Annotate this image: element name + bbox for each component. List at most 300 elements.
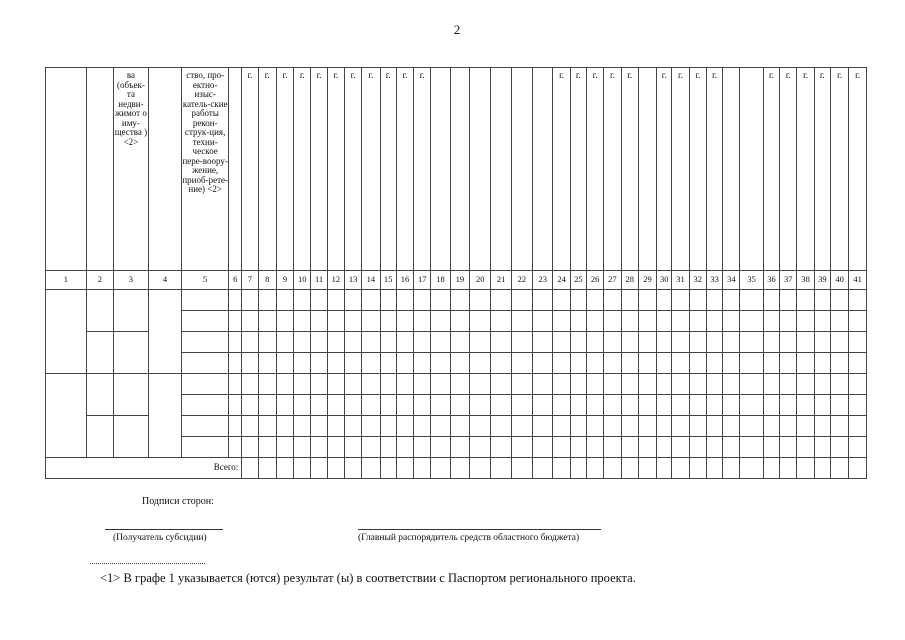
table-cell xyxy=(276,416,293,437)
table-cell xyxy=(511,416,532,437)
table-cell xyxy=(533,311,553,332)
table-cell xyxy=(657,332,672,353)
column-number: 29 xyxy=(638,271,656,290)
table-cell xyxy=(657,290,672,311)
column-number: 9 xyxy=(276,271,293,290)
table-cell xyxy=(814,416,830,437)
table-cell xyxy=(814,311,830,332)
table-cell xyxy=(450,437,469,458)
table-cell xyxy=(491,458,511,479)
table-cell xyxy=(797,416,814,437)
column-number: 8 xyxy=(258,271,276,290)
table-cell xyxy=(553,374,570,395)
table-cell xyxy=(380,290,396,311)
table-cell xyxy=(830,353,848,374)
table-cell xyxy=(362,311,380,332)
table-cell xyxy=(414,458,431,479)
page-number: 2 xyxy=(453,22,461,37)
table-cell xyxy=(797,353,814,374)
table-cell xyxy=(830,311,848,332)
header-year-mark: г. xyxy=(706,68,722,271)
table-cell xyxy=(311,437,327,458)
table-cell xyxy=(258,332,276,353)
table-cell xyxy=(470,290,491,311)
table-cell xyxy=(431,290,450,311)
table-cell xyxy=(723,332,740,353)
table-cell xyxy=(553,353,570,374)
manager-caption: (Главный распорядитель средств областного бюджета) xyxy=(358,533,580,543)
table-cell xyxy=(344,311,361,332)
table-cell xyxy=(511,353,532,374)
header-year-mark: г. xyxy=(780,68,797,271)
table-cell xyxy=(706,353,722,374)
table-cell xyxy=(849,332,867,353)
column-number: 35 xyxy=(740,271,763,290)
table-cell xyxy=(638,332,656,353)
table-cell xyxy=(689,353,706,374)
table-cell xyxy=(657,458,672,479)
table-cell xyxy=(586,416,603,437)
results-table xyxy=(45,67,867,479)
table-cell xyxy=(491,395,511,416)
table-cell xyxy=(849,458,867,479)
table-cell xyxy=(470,374,491,395)
table-cell xyxy=(148,374,182,458)
table-cell xyxy=(276,374,293,395)
table-cell xyxy=(380,332,396,353)
table-cell xyxy=(470,437,491,458)
table-cell xyxy=(586,311,603,332)
table-cell xyxy=(797,374,814,395)
table-cell xyxy=(229,332,242,353)
table-cell xyxy=(396,353,413,374)
table-cell xyxy=(638,416,656,437)
table-cell xyxy=(657,374,672,395)
manager-signature-line xyxy=(358,529,601,530)
table-cell xyxy=(229,437,242,458)
table-cell xyxy=(182,353,229,374)
table-cell xyxy=(276,290,293,311)
table-cell xyxy=(148,290,182,374)
header-year-mark: г. xyxy=(553,68,570,271)
table-cell xyxy=(638,437,656,458)
table-cell xyxy=(511,458,532,479)
table-cell xyxy=(344,458,361,479)
table-cell xyxy=(396,395,413,416)
header-year-mark: г. xyxy=(380,68,396,271)
column-number: 11 xyxy=(311,271,327,290)
table-cell xyxy=(258,353,276,374)
table-cell xyxy=(258,416,276,437)
table-cell xyxy=(327,311,344,332)
table-cell xyxy=(689,290,706,311)
table-cell xyxy=(344,290,361,311)
table-cell xyxy=(362,353,380,374)
table-cell xyxy=(431,416,450,437)
table-row xyxy=(46,290,867,311)
table-cell xyxy=(570,416,586,437)
table-cell xyxy=(86,332,113,374)
table-cell xyxy=(533,332,553,353)
table-cell xyxy=(258,458,276,479)
table-cell xyxy=(114,374,149,416)
column-number: 18 xyxy=(431,271,450,290)
total-label: Всего: xyxy=(46,458,242,479)
table-cell xyxy=(294,311,311,332)
table-cell xyxy=(604,290,621,311)
table-cell xyxy=(570,374,586,395)
header-year-mark: г. xyxy=(294,68,311,271)
table-cell xyxy=(327,332,344,353)
table-cell xyxy=(276,311,293,332)
column-number: 1 xyxy=(46,271,87,290)
table-cell xyxy=(553,332,570,353)
table-cell xyxy=(657,395,672,416)
table-cell xyxy=(380,437,396,458)
table-cell xyxy=(604,311,621,332)
header-year-mark: г. xyxy=(830,68,848,271)
column-number: 33 xyxy=(706,271,722,290)
column-number: 15 xyxy=(380,271,396,290)
table-cell xyxy=(740,332,763,353)
column-number: 5 xyxy=(182,271,229,290)
table-cell xyxy=(706,374,722,395)
table-cell xyxy=(511,311,532,332)
table-cell xyxy=(723,290,740,311)
table-cell xyxy=(740,311,763,332)
table-cell xyxy=(672,332,689,353)
header-cell-empty xyxy=(470,68,491,271)
table-cell xyxy=(830,395,848,416)
table-cell xyxy=(533,458,553,479)
table-cell xyxy=(621,290,638,311)
table-cell xyxy=(311,332,327,353)
column-number: 40 xyxy=(830,271,848,290)
table-cell xyxy=(362,374,380,395)
header-year-mark: г. xyxy=(689,68,706,271)
table-cell xyxy=(723,416,740,437)
table-cell xyxy=(689,458,706,479)
table-cell xyxy=(242,416,258,437)
table-cell xyxy=(229,395,242,416)
table-cell xyxy=(396,290,413,311)
table-cell xyxy=(763,395,779,416)
column-number: 10 xyxy=(294,271,311,290)
table-cell xyxy=(604,374,621,395)
header-cell-empty xyxy=(491,68,511,271)
table-cell xyxy=(450,416,469,437)
table-cell xyxy=(657,353,672,374)
table-cell xyxy=(706,395,722,416)
table-cell xyxy=(814,332,830,353)
column-number: 25 xyxy=(570,271,586,290)
table-cell xyxy=(672,353,689,374)
header-year-mark: г. xyxy=(621,68,638,271)
table-cell xyxy=(586,353,603,374)
table-cell xyxy=(723,374,740,395)
table-cell xyxy=(431,437,450,458)
table-cell xyxy=(276,395,293,416)
table-cell xyxy=(814,353,830,374)
table-cell xyxy=(327,290,344,311)
table-cell xyxy=(780,332,797,353)
table-cell xyxy=(491,311,511,332)
table-cell xyxy=(450,458,469,479)
table-cell xyxy=(814,290,830,311)
table-cell xyxy=(46,374,87,458)
table-cell xyxy=(797,311,814,332)
table-cell xyxy=(114,290,149,332)
table-cell xyxy=(491,437,511,458)
table-cell xyxy=(689,311,706,332)
table-cell xyxy=(849,416,867,437)
table-cell xyxy=(344,395,361,416)
table-cell xyxy=(533,353,553,374)
table-cell xyxy=(621,311,638,332)
table-cell xyxy=(511,290,532,311)
table-cell xyxy=(723,353,740,374)
column-number: 30 xyxy=(657,271,672,290)
table-cell xyxy=(294,332,311,353)
table-cell xyxy=(621,437,638,458)
table-cell xyxy=(450,332,469,353)
column-number: 21 xyxy=(491,271,511,290)
table-cell xyxy=(276,332,293,353)
table-cell xyxy=(586,374,603,395)
table-cell xyxy=(706,311,722,332)
column-number: 26 xyxy=(586,271,603,290)
table-cell xyxy=(258,311,276,332)
table-cell xyxy=(706,332,722,353)
header-year-mark: г. xyxy=(396,68,413,271)
column-number: 31 xyxy=(672,271,689,290)
table-cell xyxy=(229,353,242,374)
table-cell xyxy=(414,332,431,353)
table-cell xyxy=(414,437,431,458)
table-cell xyxy=(814,374,830,395)
table-cell xyxy=(362,395,380,416)
table-cell xyxy=(586,395,603,416)
table-cell xyxy=(849,374,867,395)
table-cell xyxy=(740,374,763,395)
column-number: 16 xyxy=(396,271,413,290)
table-cell xyxy=(182,311,229,332)
header-year-mark: г. xyxy=(849,68,867,271)
table-cell xyxy=(258,437,276,458)
table-cell xyxy=(604,395,621,416)
column-number: 23 xyxy=(533,271,553,290)
table-cell xyxy=(849,395,867,416)
table-cell xyxy=(638,353,656,374)
table-cell xyxy=(380,353,396,374)
header-year-mark: г. xyxy=(414,68,431,271)
table-cell xyxy=(242,437,258,458)
table-cell xyxy=(511,437,532,458)
table-cell xyxy=(604,416,621,437)
table-cell xyxy=(396,416,413,437)
table-cell xyxy=(470,416,491,437)
table-cell xyxy=(740,290,763,311)
table-cell xyxy=(638,311,656,332)
table-cell xyxy=(380,458,396,479)
table-cell xyxy=(276,458,293,479)
table-cell xyxy=(470,353,491,374)
table-cell xyxy=(431,374,450,395)
table-cell xyxy=(586,332,603,353)
table-cell xyxy=(706,416,722,437)
table-cell xyxy=(431,353,450,374)
table-cell xyxy=(586,437,603,458)
table-cell xyxy=(553,311,570,332)
header-year-mark: г. xyxy=(797,68,814,271)
table-cell xyxy=(242,311,258,332)
header-cell-empty xyxy=(431,68,450,271)
table-cell xyxy=(491,353,511,374)
table-row xyxy=(46,374,867,395)
table-cell xyxy=(763,458,779,479)
table-cell xyxy=(258,374,276,395)
table-cell xyxy=(450,353,469,374)
table-cell xyxy=(86,374,113,416)
table-cell xyxy=(689,395,706,416)
table-cell xyxy=(242,290,258,311)
table-cell xyxy=(362,458,380,479)
table-cell xyxy=(362,416,380,437)
table-cell xyxy=(258,290,276,311)
table-cell xyxy=(797,290,814,311)
table-cell xyxy=(511,374,532,395)
column-number: 32 xyxy=(689,271,706,290)
header-cell-empty xyxy=(148,68,182,271)
table-cell xyxy=(797,437,814,458)
table-cell xyxy=(362,437,380,458)
table-cell xyxy=(763,437,779,458)
table-cell xyxy=(740,437,763,458)
table-cell xyxy=(672,437,689,458)
table-cell xyxy=(830,437,848,458)
table-cell xyxy=(780,311,797,332)
table-cell xyxy=(511,395,532,416)
table-cell xyxy=(396,332,413,353)
table-cell xyxy=(780,437,797,458)
table-cell xyxy=(414,353,431,374)
table-cell xyxy=(294,395,311,416)
footnote-text: <1> В графе 1 указывается (ются) результат (ы) в соответствии с Паспортом регионального проекта. xyxy=(100,571,636,585)
table-cell xyxy=(780,395,797,416)
table-cell xyxy=(491,374,511,395)
table-cell xyxy=(657,311,672,332)
table-cell xyxy=(706,437,722,458)
table-cell xyxy=(450,311,469,332)
table-cell xyxy=(242,353,258,374)
table-cell xyxy=(553,458,570,479)
table-cell xyxy=(311,353,327,374)
table-cell xyxy=(380,311,396,332)
column-number: 14 xyxy=(362,271,380,290)
table-cell xyxy=(294,290,311,311)
header-year-mark: г. xyxy=(763,68,779,271)
table-cell xyxy=(723,311,740,332)
table-cell xyxy=(814,437,830,458)
table-cell xyxy=(533,374,553,395)
table-cell xyxy=(86,416,113,458)
table-cell xyxy=(780,290,797,311)
header-cell-empty xyxy=(638,68,656,271)
table-cell xyxy=(830,290,848,311)
table-cell xyxy=(570,437,586,458)
table-cell xyxy=(763,311,779,332)
column-number: 13 xyxy=(344,271,361,290)
table-cell xyxy=(706,290,722,311)
table-cell xyxy=(570,353,586,374)
table-cell xyxy=(311,311,327,332)
table-cell xyxy=(672,458,689,479)
table-cell xyxy=(344,332,361,353)
table-cell xyxy=(621,332,638,353)
table-cell xyxy=(740,416,763,437)
table-cell xyxy=(114,416,149,458)
table-cell xyxy=(344,416,361,437)
header-cell-empty xyxy=(450,68,469,271)
table-cell xyxy=(450,290,469,311)
table-cell xyxy=(242,395,258,416)
table-cell xyxy=(849,437,867,458)
table-cell xyxy=(638,290,656,311)
header-year-mark: г. xyxy=(672,68,689,271)
header-year-mark: г. xyxy=(586,68,603,271)
table-cell xyxy=(344,353,361,374)
table-cell xyxy=(327,374,344,395)
table-cell xyxy=(621,395,638,416)
table-cell xyxy=(182,416,229,437)
header-year-mark: г. xyxy=(814,68,830,271)
table-cell xyxy=(672,416,689,437)
column-number: 28 xyxy=(621,271,638,290)
table-cell xyxy=(672,290,689,311)
table-cell xyxy=(182,290,229,311)
table-cell xyxy=(814,395,830,416)
table-cell xyxy=(604,458,621,479)
header-cell-col-5: ство, про-ектно-изыс-катель-ские работы рекон-струк-ция, техни-ческое пере-воору-жение, приоб-рете-ние) <2> xyxy=(182,68,229,271)
column-number: 20 xyxy=(470,271,491,290)
table-cell xyxy=(586,458,603,479)
table-cell xyxy=(780,353,797,374)
table-cell xyxy=(414,290,431,311)
header-year-mark: г. xyxy=(344,68,361,271)
table-cell xyxy=(311,395,327,416)
table-cell xyxy=(604,332,621,353)
table-cell xyxy=(276,353,293,374)
table-cell xyxy=(570,290,586,311)
header-year-mark: г. xyxy=(570,68,586,271)
table-cell xyxy=(533,290,553,311)
table-cell xyxy=(830,374,848,395)
table-cell xyxy=(396,437,413,458)
table-cell xyxy=(570,332,586,353)
table-cell xyxy=(553,437,570,458)
table-cell xyxy=(450,395,469,416)
table-cell xyxy=(723,458,740,479)
table-cell xyxy=(86,290,113,332)
table-cell xyxy=(431,311,450,332)
table-header-row xyxy=(46,68,867,271)
header-year-mark: г. xyxy=(276,68,293,271)
table-cell xyxy=(570,311,586,332)
table-cell xyxy=(689,437,706,458)
table-cell xyxy=(414,311,431,332)
column-number: 27 xyxy=(604,271,621,290)
table-cell xyxy=(763,332,779,353)
